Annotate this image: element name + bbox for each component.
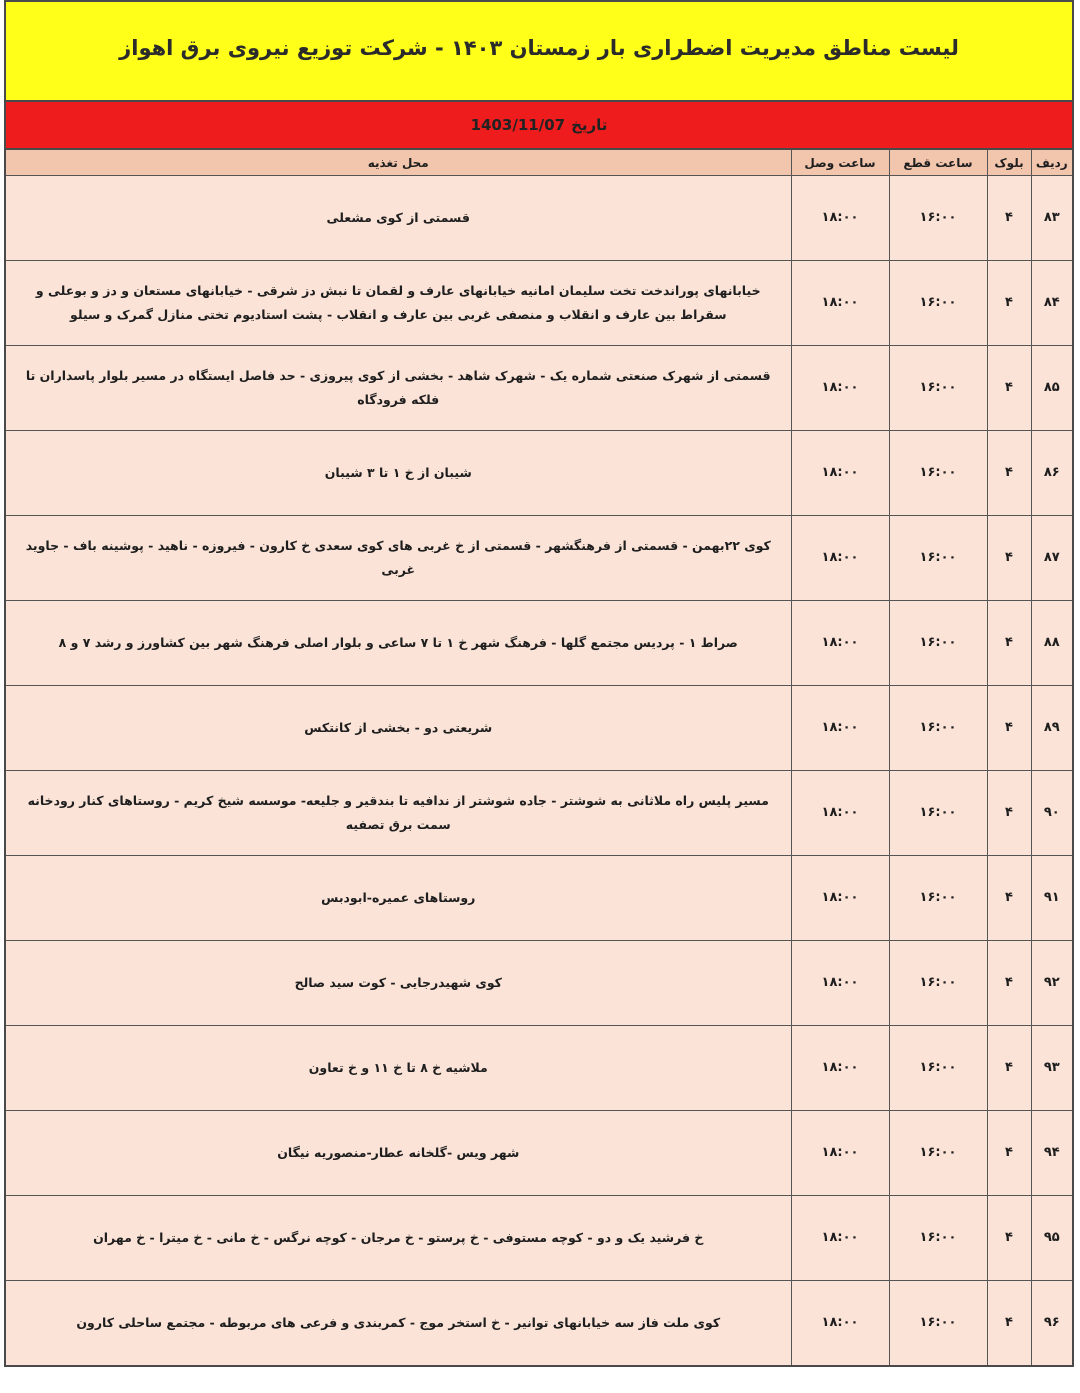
cut-time-cell: ۱۶:۰۰: [889, 516, 987, 601]
location-cell: قسمتی از شهرک صنعتی شماره یک - شهرک شاهد - بخشی از کوی پیروزی - حد فاصل ایستگاه در مسیر بلوار پاسداران تا فلکه فرودگاه: [6, 346, 791, 431]
location-cell: خیابانهای پوراندخت تخت سلیمان امانیه خیابانهای عارف و لقمان تا نبش دز شرقی - خیابانهای مستعان و دز و بوعلی و سقراط بین عارف و انقلاب و منصفی غربی بین عارف و انقلاب - پشت استادیوم تختی منازل گمرک و سیلو: [6, 261, 791, 346]
block-cell: ۴: [987, 346, 1031, 431]
table-row: [6, 1281, 1072, 1366]
table-row: [6, 941, 1072, 1026]
date-banner: [6, 102, 1072, 150]
header-cut-time: ساعت قطع: [889, 150, 987, 176]
table-row: [6, 1026, 1072, 1111]
block-cell: ۴: [987, 1281, 1031, 1366]
connect-time-cell: ۱۸:۰۰: [791, 261, 889, 346]
cut-time-cell: ۱۶:۰۰: [889, 431, 987, 516]
row-number-cell: ۹۵: [1031, 1196, 1072, 1281]
location-cell: شریعتی دو - بخشی از کانتکس: [6, 686, 791, 771]
cut-time-cell: ۱۶:۰۰: [889, 771, 987, 856]
date-label: تاریخ: [571, 116, 608, 134]
location-cell: قسمتی از کوی مشعلی: [6, 176, 791, 261]
connect-time-cell: ۱۸:۰۰: [791, 686, 889, 771]
document-title: لیست مناطق مدیریت اضطراری بار زمستان ۱۴۰۳ - شرکت توزیع نیروی برق اهواز: [119, 36, 959, 60]
header-row: [6, 150, 1072, 176]
table-row: [6, 856, 1072, 941]
cut-time-cell: ۱۶:۰۰: [889, 856, 987, 941]
connect-time-cell: ۱۸:۰۰: [791, 346, 889, 431]
connect-time-cell: ۱۸:۰۰: [791, 431, 889, 516]
header-row-number: ردیف: [1031, 150, 1072, 176]
row-number-cell: ۸۸: [1031, 601, 1072, 686]
connect-time-cell: ۱۸:۰۰: [791, 1196, 889, 1281]
date-value: 1403/11/07: [470, 116, 566, 134]
row-number-cell: ۹۰: [1031, 771, 1072, 856]
table-row: [6, 1111, 1072, 1196]
connect-time-cell: ۱۸:۰۰: [791, 516, 889, 601]
block-cell: ۴: [987, 771, 1031, 856]
cut-time-cell: ۱۶:۰۰: [889, 261, 987, 346]
row-number-cell: ۸۷: [1031, 516, 1072, 601]
row-number-cell: ۹۶: [1031, 1281, 1072, 1366]
location-cell: صراط ۱ - پردیس مجتمع گلها - فرهنگ شهر خ ۱ تا ۷ ساعی و بلوار اصلی فرهنگ شهر بین کشاورز و رشد ۷ و ۸: [6, 601, 791, 686]
block-cell: ۴: [987, 1111, 1031, 1196]
block-cell: ۴: [987, 601, 1031, 686]
location-cell: کوی ملت فاز سه خیابانهای توانیر - خ استخر موج - کمربندی و فرعی های مربوطه - مجتمع ساحلی کارون: [6, 1281, 791, 1366]
row-number-cell: ۹۲: [1031, 941, 1072, 1026]
cut-time-cell: ۱۶:۰۰: [889, 1281, 987, 1366]
table-row: [6, 686, 1072, 771]
table-body: [6, 176, 1072, 1366]
cut-time-cell: ۱۶:۰۰: [889, 346, 987, 431]
block-cell: ۴: [987, 686, 1031, 771]
location-cell: کوی شهیدرجایی - کوت سید صالح: [6, 941, 791, 1026]
cut-time-cell: ۱۶:۰۰: [889, 176, 987, 261]
location-cell: روستاهای عمیره-ابودبس: [6, 856, 791, 941]
connect-time-cell: ۱۸:۰۰: [791, 1026, 889, 1111]
cut-time-cell: ۱۶:۰۰: [889, 1196, 987, 1281]
header-connect-time: ساعت وصل: [791, 150, 889, 176]
location-cell: شهر ویس -گلخانه عطار-منصوریه نیگان: [6, 1111, 791, 1196]
connect-time-cell: ۱۸:۰۰: [791, 601, 889, 686]
table-row: [6, 516, 1072, 601]
location-cell: خ فرشید یک و دو - کوچه مستوفی - خ پرستو - خ مرجان - کوچه نرگس - خ مانی - خ میترا - خ مهران: [6, 1196, 791, 1281]
header-location: محل تغذیه: [6, 150, 791, 176]
table-row: [6, 771, 1072, 856]
table-row: [6, 1196, 1072, 1281]
row-number-cell: ۸۹: [1031, 686, 1072, 771]
connect-time-cell: ۱۸:۰۰: [791, 1111, 889, 1196]
location-cell: شیبان از خ ۱ تا ۳ شیبان: [6, 431, 791, 516]
connect-time-cell: ۱۸:۰۰: [791, 941, 889, 1026]
row-number-cell: ۸۶: [1031, 431, 1072, 516]
block-cell: ۴: [987, 431, 1031, 516]
table-row: [6, 601, 1072, 686]
table-row: [6, 346, 1072, 431]
table-row: [6, 261, 1072, 346]
cut-time-cell: ۱۶:۰۰: [889, 1026, 987, 1111]
cut-time-cell: ۱۶:۰۰: [889, 941, 987, 1026]
location-cell: ملاشیه خ ۸ تا خ ۱۱ و خ تعاون: [6, 1026, 791, 1111]
block-cell: ۴: [987, 516, 1031, 601]
connect-time-cell: ۱۸:۰۰: [791, 771, 889, 856]
connect-time-cell: ۱۸:۰۰: [791, 176, 889, 261]
title-banner: [6, 2, 1072, 102]
row-number-cell: ۹۴: [1031, 1111, 1072, 1196]
row-number-cell: ۸۵: [1031, 346, 1072, 431]
location-cell: مسیر پلیس راه ملاثانی به شوشتر - جاده شوشتر از ندافیه تا بندقیر و جلیعه- موسسه شیخ کریم - روستاهای کنار رودخانه سمت برق تصفیه: [6, 771, 791, 856]
row-number-cell: ۹۱: [1031, 856, 1072, 941]
block-cell: ۴: [987, 941, 1031, 1026]
block-cell: ۴: [987, 261, 1031, 346]
cut-time-cell: ۱۶:۰۰: [889, 686, 987, 771]
row-number-cell: ۸۳: [1031, 176, 1072, 261]
block-cell: ۴: [987, 176, 1031, 261]
cut-time-cell: ۱۶:۰۰: [889, 601, 987, 686]
table-row: [6, 431, 1072, 516]
header-block: بلوک: [987, 150, 1031, 176]
block-cell: ۴: [987, 856, 1031, 941]
block-cell: ۴: [987, 1026, 1031, 1111]
block-cell: ۴: [987, 1196, 1031, 1281]
location-cell: کوی ۲۲بهمن - قسمتی از فرهنگشهر - قسمتی از خ غربی های کوی سعدی خ کارون - فیروزه - ناهید - پوشینه باف - جاوید غربی: [6, 516, 791, 601]
row-number-cell: ۸۴: [1031, 261, 1072, 346]
outage-table: [6, 150, 1072, 1365]
connect-time-cell: ۱۸:۰۰: [791, 1281, 889, 1366]
schedule-sheet: [4, 0, 1074, 1367]
connect-time-cell: ۱۸:۰۰: [791, 856, 889, 941]
table-row: [6, 176, 1072, 261]
cut-time-cell: ۱۶:۰۰: [889, 1111, 987, 1196]
row-number-cell: ۹۳: [1031, 1026, 1072, 1111]
